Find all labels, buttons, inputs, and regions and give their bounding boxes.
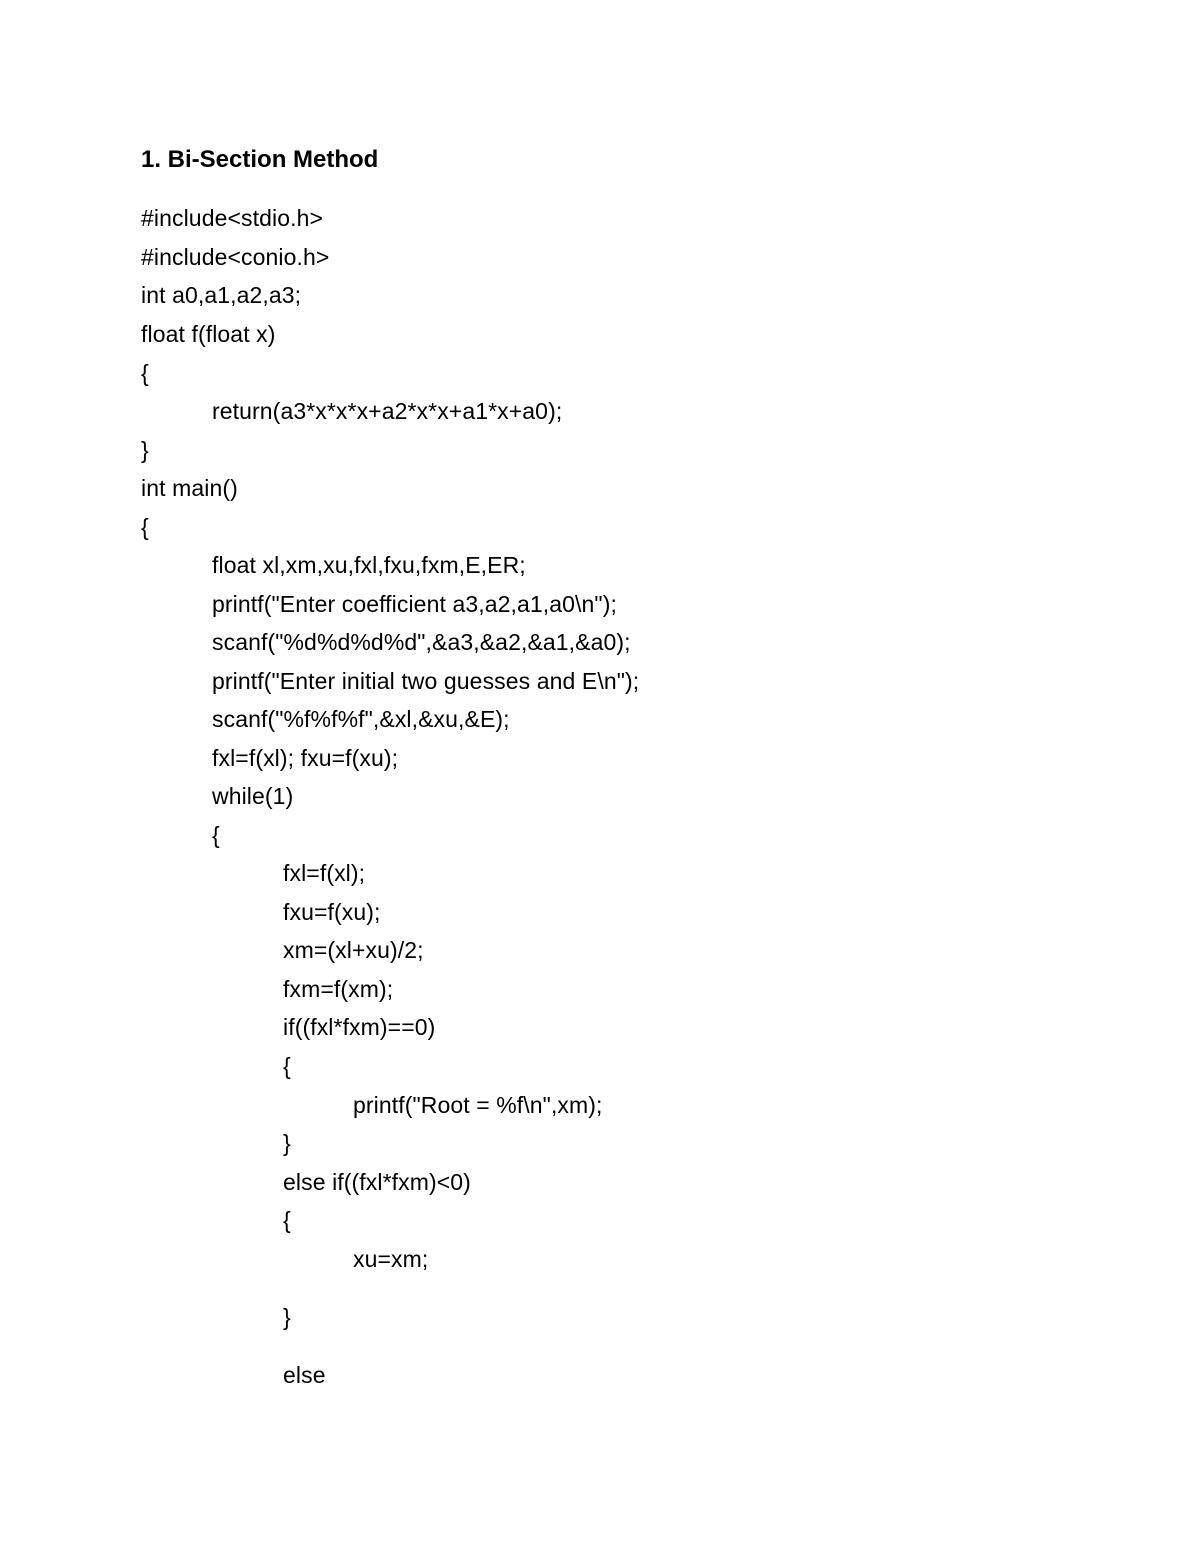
code-line: #include<conio.h> [141, 244, 330, 270]
code-line: if((fxl*fxm)==0) [283, 1014, 436, 1040]
code-line: printf("Enter initial two guesses and E\n"); [212, 668, 640, 694]
code-line: return(a3*x*x*x+a2*x*x+a1*x+a0); [212, 398, 563, 424]
code-line: } [283, 1304, 291, 1330]
code-line: } [141, 437, 149, 463]
code-line: else [283, 1362, 326, 1388]
code-line: while(1) [212, 783, 294, 809]
code-line: { [212, 822, 220, 848]
code-line: fxl=f(xl); [283, 860, 366, 886]
code-line: { [141, 360, 149, 386]
code-line: xm=(xl+xu)/2; [283, 937, 424, 963]
code-line: fxu=f(xu); [283, 899, 381, 925]
code-line: fxl=f(xl); fxu=f(xu); [212, 745, 399, 771]
code-line: xu=xm; [353, 1246, 429, 1272]
code-line: else if((fxl*fxm)<0) [283, 1169, 471, 1195]
code-line: } [283, 1130, 291, 1156]
code-line: { [283, 1207, 291, 1233]
code-line: int main() [141, 475, 238, 501]
section-title: 1. Bi-Section Method [141, 146, 379, 173]
code-line: float f(float x) [141, 321, 276, 347]
code-line: scanf("%d%d%d%d",&a3,&a2,&a1,&a0); [212, 629, 631, 655]
code-line: { [283, 1053, 291, 1079]
code-line: printf("Enter coefficient a3,a2,a1,a0\n"); [212, 591, 617, 617]
code-line: { [141, 514, 149, 540]
code-line: #include<stdio.h> [141, 205, 324, 231]
code-line: fxm=f(xm); [283, 976, 394, 1002]
code-line: printf("Root = %f\n",xm); [353, 1092, 603, 1118]
code-line: int a0,a1,a2,a3; [141, 282, 302, 308]
code-line: float xl,xm,xu,fxl,fxu,fxm,E,ER; [212, 552, 526, 578]
code-line: scanf("%f%f%f",&xl,&xu,&E); [212, 706, 510, 732]
